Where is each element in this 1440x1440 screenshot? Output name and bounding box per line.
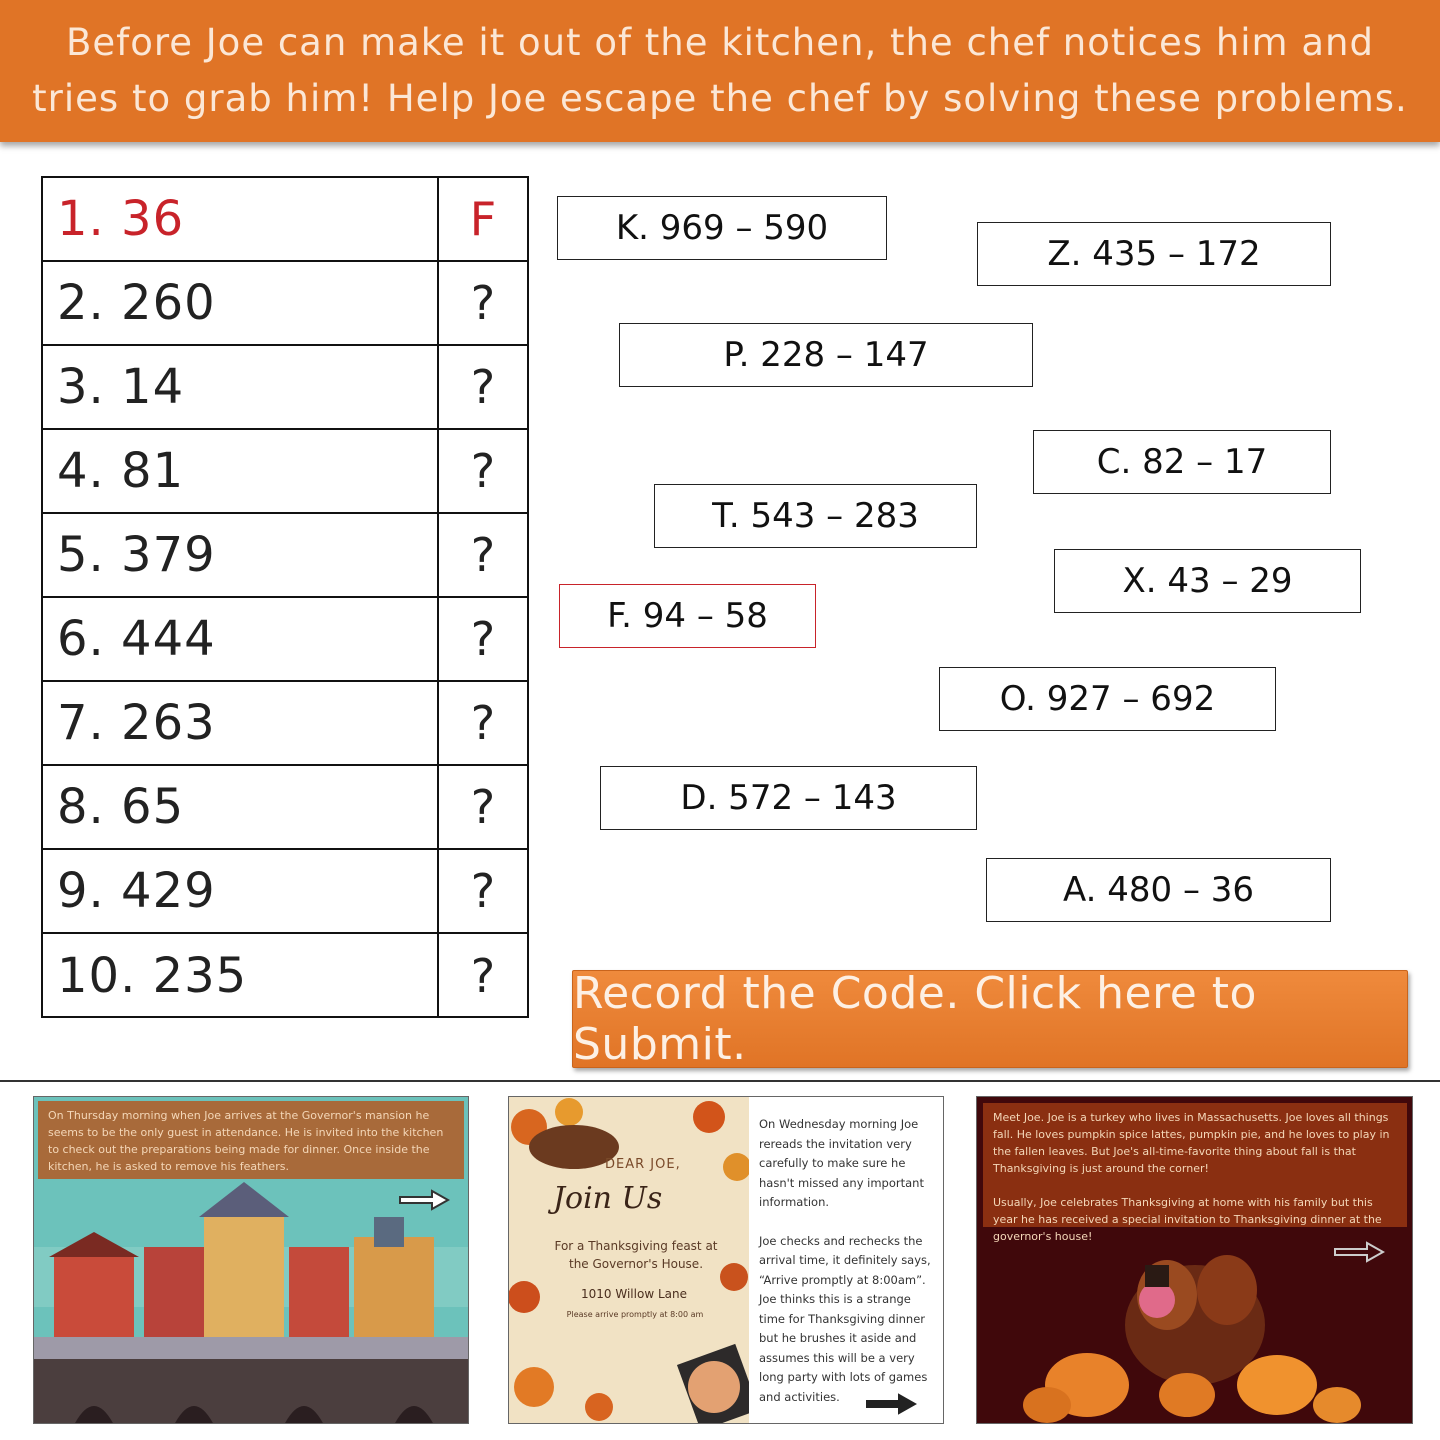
- problem-card-c[interactable]: C. 82 – 17: [1033, 430, 1331, 494]
- answer-number: 9. 429: [43, 850, 439, 932]
- submit-label: Record the Code. Click here to Submit.: [573, 968, 1257, 1070]
- next-arrow-icon[interactable]: [865, 1393, 917, 1415]
- answer-table: [41, 176, 529, 1018]
- answer-number: 10. 235: [43, 934, 439, 1018]
- answer-row: [43, 682, 527, 766]
- invite-greeting: DEAR JOE,: [605, 1157, 681, 1172]
- answer-letter-cell[interactable]: ?: [470, 696, 496, 750]
- answer-row: [43, 766, 527, 850]
- slide3-paragraph-1: Meet Joe. Joe is a turkey who lives in Massachusetts. Joe loves all things fall. He loves pumpkin spice lattes, pumpkin pie, and he loves to play in the fallen leaves. But Joe's all-time-favorite thing about fall is that Thanksgiving is just around the corner!: [993, 1111, 1390, 1175]
- answer-row: [43, 178, 527, 262]
- answer-letter-cell[interactable]: ?: [470, 528, 496, 582]
- slide-thumbnail-meet-joe[interactable]: [976, 1096, 1413, 1424]
- answer-row: [43, 598, 527, 682]
- problem-card-f[interactable]: F. 94 – 58: [559, 584, 816, 648]
- invitation-card: [509, 1097, 749, 1423]
- slide-thumbnail-governors-mansion[interactable]: [33, 1096, 469, 1424]
- answer-row: [43, 430, 527, 514]
- slide2-paragraph-2: Joe checks and rechecks the arrival time, it definitely says, “Arrive promptly at 8:00am”. Joe thinks this is a strange time for Thanksgiving dinner but he brushes it aside and assumes this will be a very long party with lots of games and activities.: [759, 1233, 931, 1404]
- problem-card-t[interactable]: T. 543 – 283: [654, 484, 977, 548]
- divider: [0, 1080, 1440, 1082]
- answer-letter-cell[interactable]: F: [469, 192, 497, 246]
- answer-letter-cell[interactable]: ?: [470, 612, 496, 666]
- slide-thumbnail-invitation[interactable]: [508, 1096, 944, 1424]
- answer-row: [43, 514, 527, 598]
- answer-number: 8. 65: [43, 766, 439, 848]
- invite-heading: Join Us: [553, 1181, 663, 1216]
- answer-row: [43, 346, 527, 430]
- answer-letter-cell[interactable]: ?: [470, 864, 496, 918]
- instruction-banner: [0, 0, 1440, 142]
- problem-card-z[interactable]: Z. 435 – 172: [977, 222, 1331, 286]
- problem-card-a[interactable]: A. 480 – 36: [986, 858, 1331, 922]
- answer-number: 1. 36: [43, 178, 439, 260]
- invite-note: Please arrive promptly at 8:00 am: [566, 1310, 704, 1319]
- answer-number: 2. 260: [43, 262, 439, 344]
- answer-number: 4. 81: [43, 430, 439, 512]
- problem-card-k[interactable]: K. 969 – 590: [557, 196, 887, 260]
- answer-letter-cell[interactable]: ?: [470, 444, 496, 498]
- answer-row: [43, 262, 527, 346]
- submit-button[interactable]: [572, 970, 1408, 1068]
- next-arrow-icon[interactable]: [398, 1189, 450, 1211]
- slide2-side-text: [759, 1115, 935, 1407]
- slide3-text: [983, 1103, 1407, 1243]
- problem-card-d[interactable]: D. 572 – 143: [600, 766, 977, 830]
- slide3-paragraph-2: Usually, Joe celebrates Thanksgiving at home with his family but this year he has received a special invitation to Thanksgiving dinner at the governor's house!: [993, 1196, 1382, 1243]
- turkey-illustration: [977, 1245, 1413, 1424]
- problem-card-o[interactable]: O. 927 – 692: [939, 667, 1276, 731]
- answer-row: [43, 934, 527, 1018]
- answer-number: 6. 444: [43, 598, 439, 680]
- answer-letter-cell[interactable]: ?: [470, 949, 496, 1003]
- invite-line: For a Thanksgiving feast at the Governor's House.: [554, 1239, 718, 1271]
- problem-card-p[interactable]: P. 228 – 147: [619, 323, 1033, 387]
- answer-letter-cell[interactable]: ?: [470, 360, 496, 414]
- problem-card-x[interactable]: X. 43 – 29: [1054, 549, 1361, 613]
- instruction-text: Before Joe can make it out of the kitchen, the chef notices him and tries to grab him! Help Joe escape the chef by solving these problems.: [32, 21, 1408, 120]
- slide1-text: On Thursday morning when Joe arrives at the Governor's mansion he seems to be the only guest in attendance. He is invited into the kitchen to check out the preparations being made for dinner. Once inside the kitchen, he is asked to remove his feathers.: [38, 1101, 464, 1179]
- answer-letter-cell[interactable]: ?: [470, 780, 496, 834]
- answer-number: 5. 379: [43, 514, 439, 596]
- answer-number: 3. 14: [43, 346, 439, 428]
- slide2-paragraph-1: On Wednesday morning Joe rereads the invitation very carefully to make sure he hasn't missed any important information.: [759, 1117, 924, 1209]
- answer-letter-cell[interactable]: ?: [470, 276, 496, 330]
- answer-number: 7. 263: [43, 682, 439, 764]
- answer-row: [43, 850, 527, 934]
- invite-address: 1010 Willow Lane: [581, 1287, 687, 1301]
